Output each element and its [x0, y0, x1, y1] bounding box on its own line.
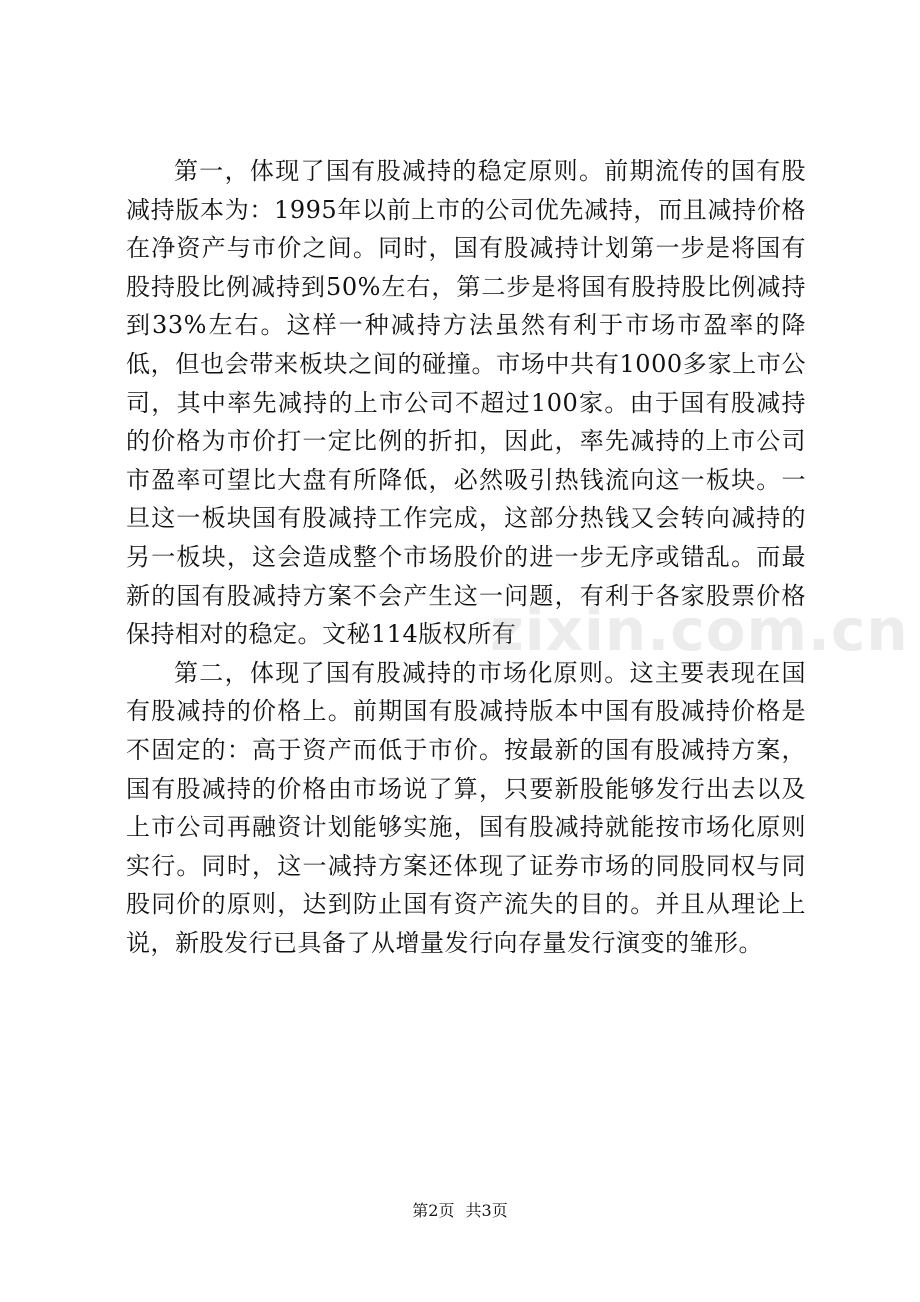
watermark: zixin.com.cn — [490, 596, 909, 664]
paragraph-1: 第一，体现了国有股减持的稳定原则。前期流传的国有股减持版本为：1995年以前上市的公司优先减持，而且减持价格在净资产与市价之间。同时，国有股减持计划第一步是将国有股持股比例减持到50%左右，第二步是将国有股持股比例减持到33%左右。这样一种减持方法虽然有利于市场市盈率的降低，但也会带来板块之间的碰撞。市场中共有1000多家上市公司，其中率先减持的上市公司不超过100家。由于国有股减持的价格为市价打一定比例的折扣，因此，率先减持的上市公司市盈率可望比大盘有所降低，必然吸引热钱流向这一板块。一旦这一板块国有股减持工作完成，这部分热钱又会转向减持的另一板块，这会造成整个市场股价的进一步无序或错乱。而最新的国有股减持方案不会产生这一问题，有利于各家股票价格保持相对的稳定。文秘114版权所有 — [126, 157, 806, 649]
document-body — [126, 152, 806, 962]
paragraph-2: 第二，体现了国有股减持的市场化原则。这主要表现在国有股减持的价格上。前期国有股减持版本中国有股减持价格是不固定的：高于资产而低于市价。按最新的国有股减持方案，国有股减持的价格由市场说了算，只要新股能够发行出去以及上市公司再融资计划能够实施，国有股减持就能按市场化原则实行。同时，这一减持方案还体现了证券市场的同股同权与同股同价的原则，达到防止国有资产流失的目的。并且从理论上说，新股发行已具备了从增量发行向存量发行演变的雏形。 — [126, 658, 806, 957]
page-footer — [0, 1200, 920, 1222]
page-total: 共3页 — [465, 1201, 508, 1220]
page-number: 第2页 — [412, 1201, 455, 1220]
